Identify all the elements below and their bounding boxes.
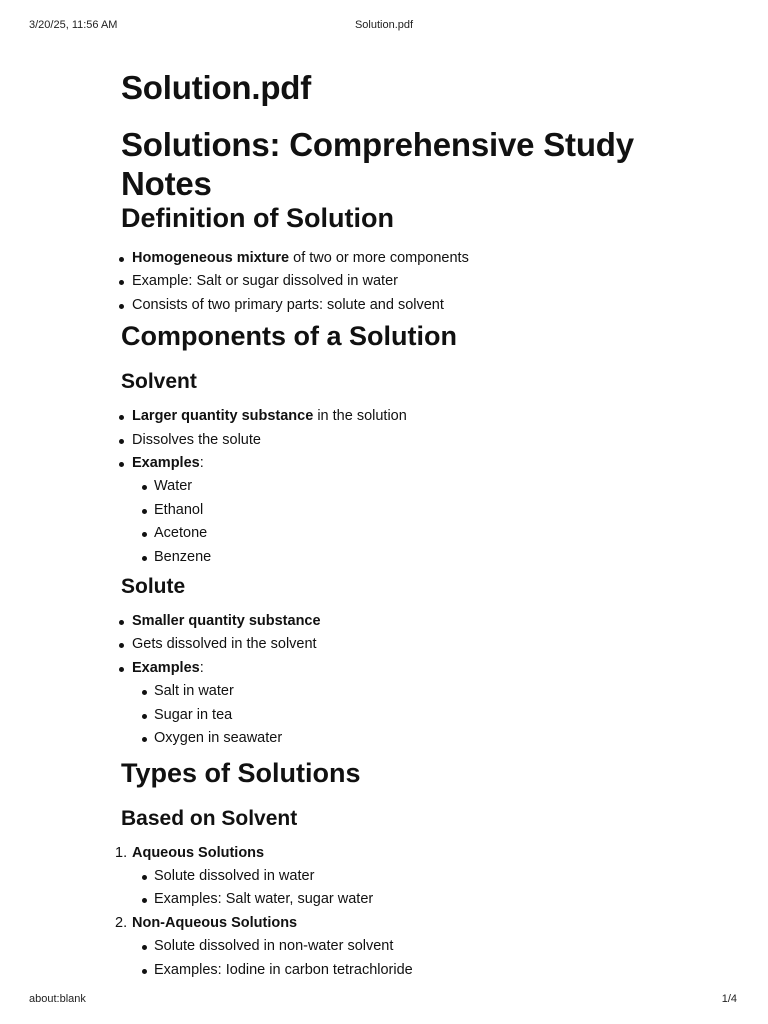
non-aqueous-sublist xyxy=(132,935,661,982)
list-item: Oxygen in seawater xyxy=(132,727,661,750)
definition-list xyxy=(121,247,661,317)
list-item: Ethanol xyxy=(132,499,661,522)
document-body xyxy=(115,68,661,982)
print-header xyxy=(0,0,768,40)
list-item: Solute dissolved in non-water solvent xyxy=(132,935,661,958)
solvent-examples-list xyxy=(132,475,661,569)
list-item: Benzene xyxy=(132,546,661,569)
list-item: Gets dissolved in the solvent xyxy=(121,633,661,656)
list-item: Examples: Salt water, sugar water xyxy=(132,888,661,911)
print-datetime: 3/20/25, 11:56 AM xyxy=(29,19,118,31)
subheading-based-on-solvent: Based on Solvent xyxy=(121,806,298,830)
subheading-solute: Solute xyxy=(121,575,186,599)
solvent-types-list xyxy=(115,842,661,982)
list-item: Acetone xyxy=(132,522,661,545)
list-item: Sugar in tea xyxy=(132,704,661,727)
page-number: 1/4 xyxy=(721,993,737,1005)
print-doc-title: Solution.pdf xyxy=(354,19,414,31)
list-item: Examples: Salt in water Sugar in tea Oxygen in seawater xyxy=(121,657,661,751)
list-item: Smaller quantity substance xyxy=(121,610,661,633)
solute-list xyxy=(121,610,661,750)
list-item: Consists of two primary parts: solute and solvent xyxy=(121,294,661,317)
print-footer xyxy=(0,990,768,1014)
list-item: Example: Salt or sugar dissolved in water xyxy=(121,270,661,293)
list-item: Examples: Iodine in carbon tetrachloride xyxy=(132,959,661,982)
subheading-solvent: Solvent xyxy=(121,370,197,394)
main-title: Solutions: Comprehensive Study Notes xyxy=(121,126,634,202)
list-item: Larger quantity substance in the solution xyxy=(121,405,661,428)
section-heading-components: Components of a Solution xyxy=(121,321,457,352)
list-item: 2. Non-Aqueous Solutions Solute dissolved in non-water solvent Examples: Iodine in carbon tetrachloride xyxy=(121,912,661,982)
list-item: Examples: Water Ethanol Acetone Benzene xyxy=(121,452,661,569)
solute-examples-list xyxy=(132,680,661,750)
list-item: Solute dissolved in water xyxy=(132,865,661,888)
list-item: Homogeneous mixture of two or more components xyxy=(121,247,661,270)
list-item: Water xyxy=(132,475,661,498)
print-url: about:blank xyxy=(29,993,86,1005)
section-heading-definition: Definition of Solution xyxy=(121,203,394,233)
section-heading-types: Types of Solutions xyxy=(121,757,361,788)
file-title: Solution.pdf xyxy=(121,69,312,106)
list-item: Dissolves the solute xyxy=(121,429,661,452)
list-item: Salt in water xyxy=(132,680,661,703)
list-item: 1. Aqueous Solutions Solute dissolved in water Examples: Salt water, sugar water xyxy=(121,842,661,912)
aqueous-sublist xyxy=(132,865,661,912)
solvent-list xyxy=(121,405,661,569)
